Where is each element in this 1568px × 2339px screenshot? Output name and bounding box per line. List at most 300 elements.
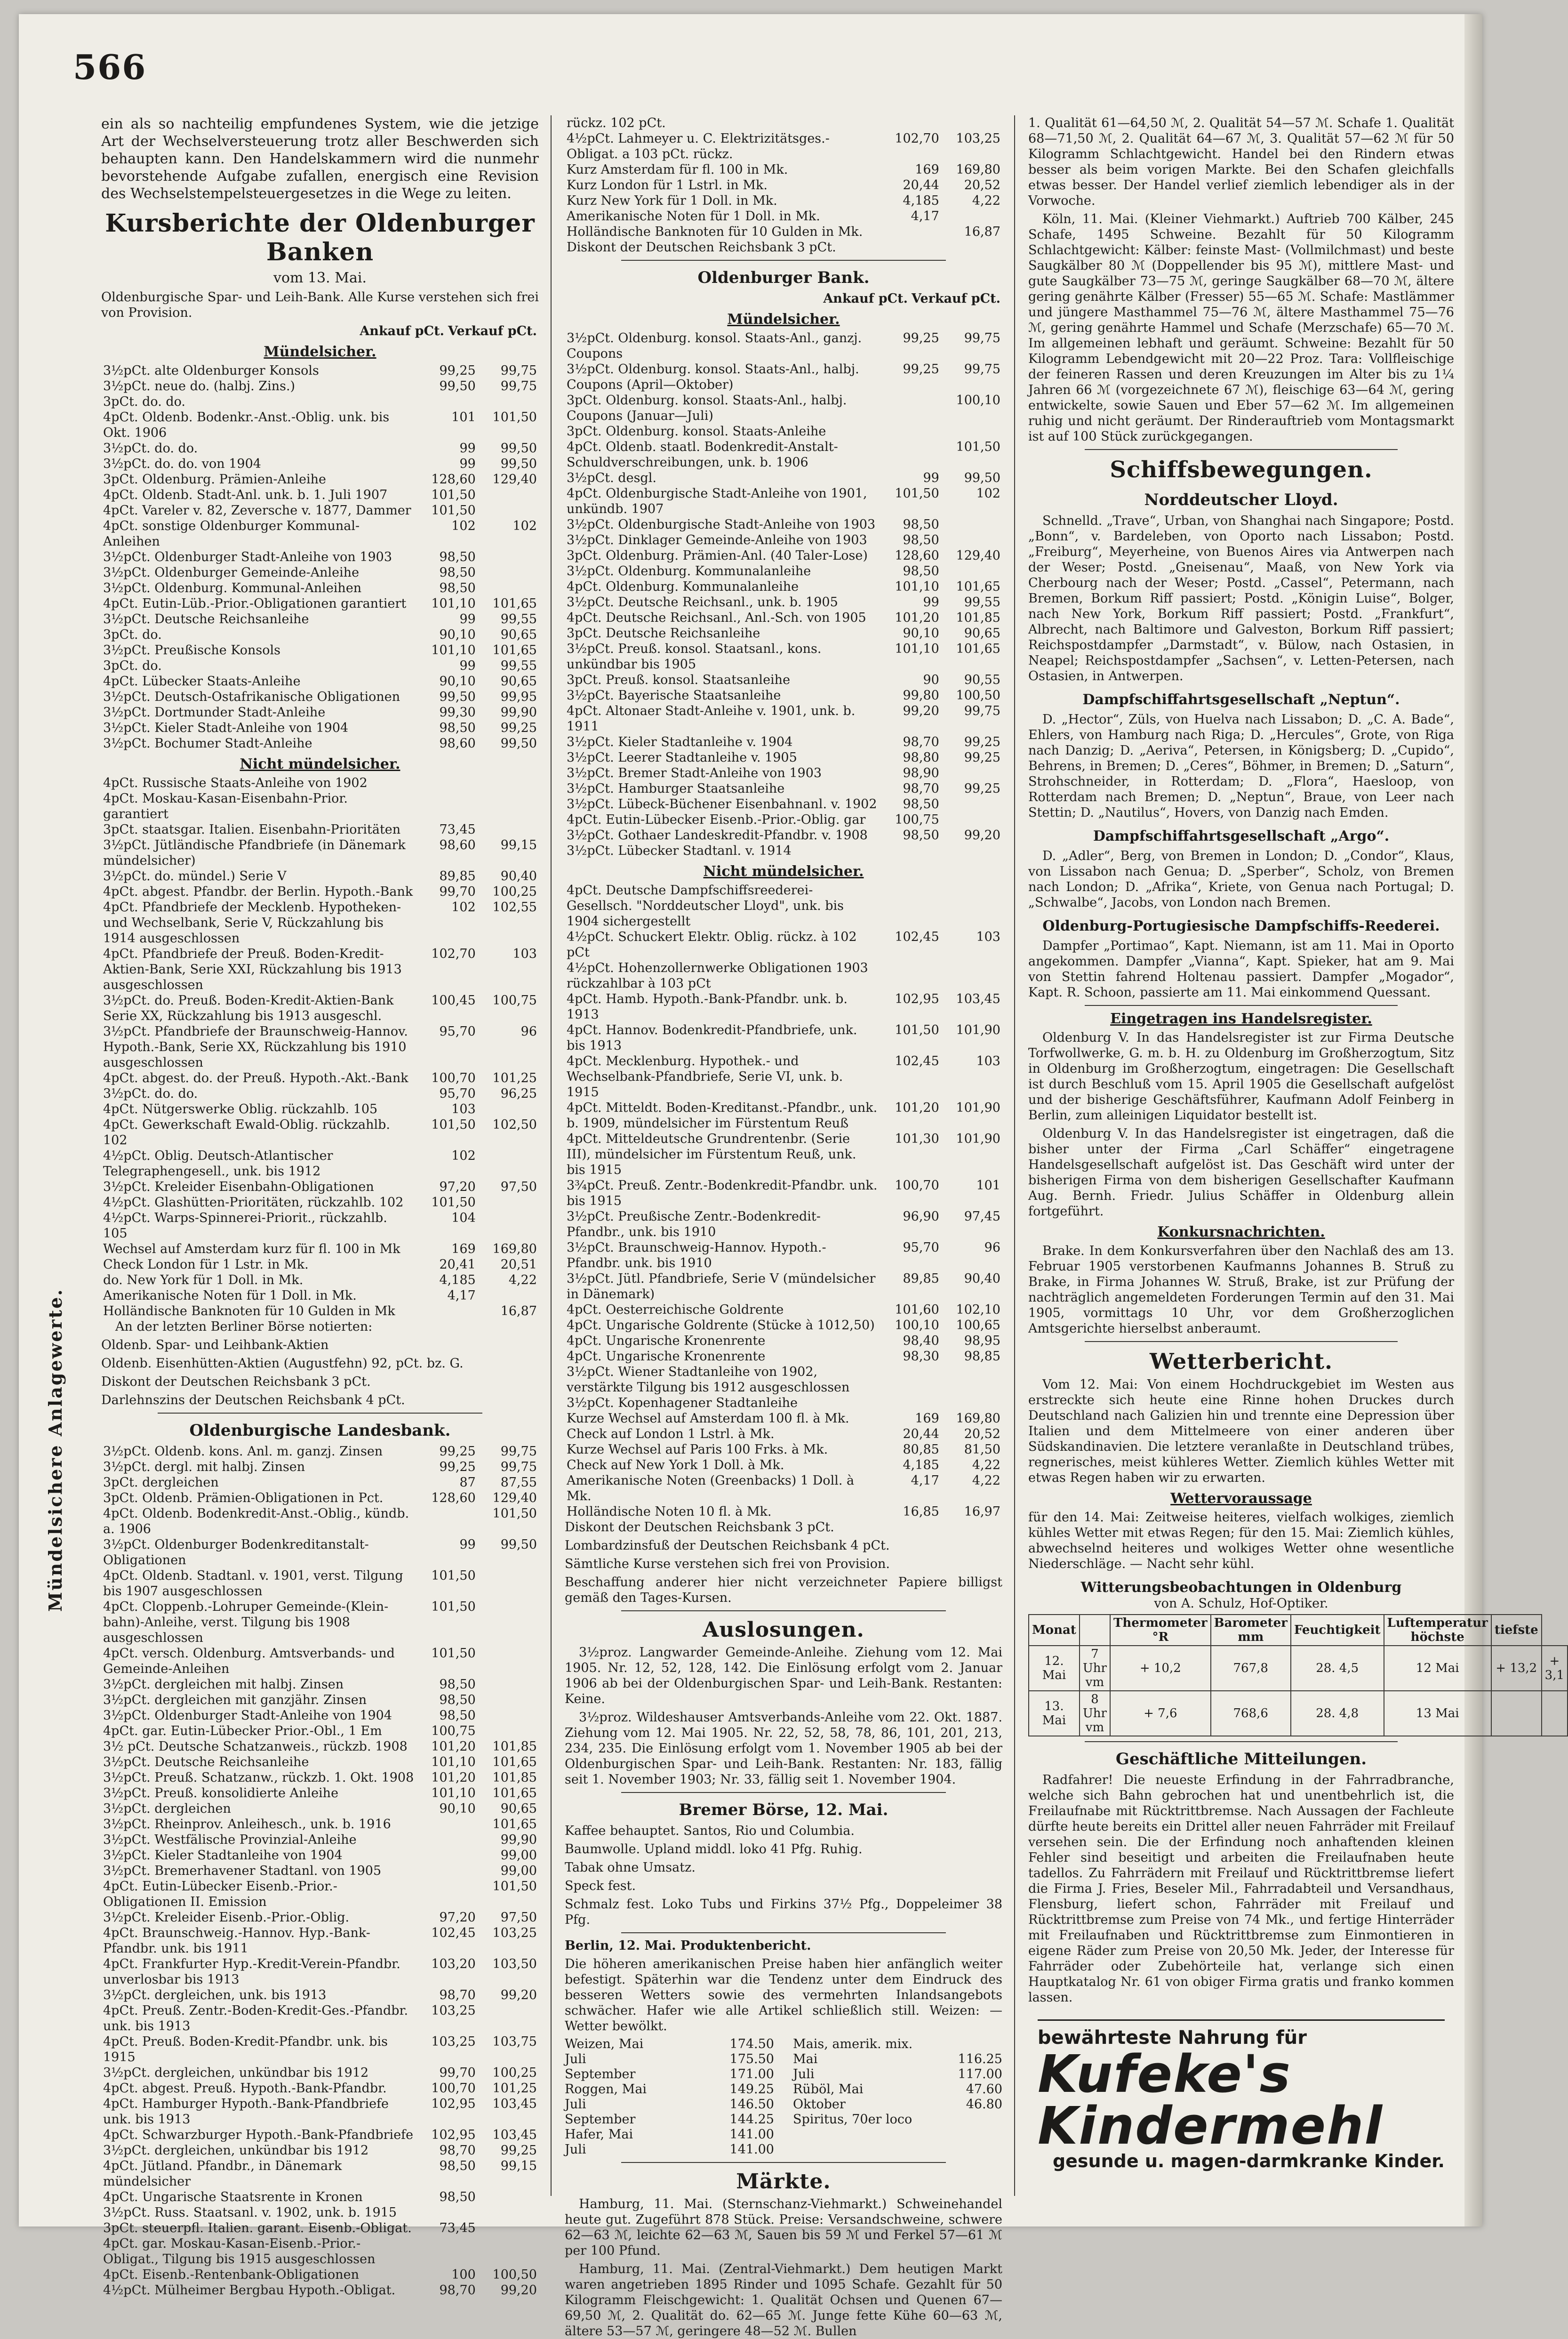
section-title: Kursberichte der Oldenburger Banken (105, 209, 535, 266)
side-label: Mündelsichere Anlagewerte. (45, 1288, 66, 1612)
rate-sell: 101,65 (492, 1755, 537, 1769)
lloyd-title: Norddeutscher Lloyd. (1144, 490, 1338, 509)
rate-buy: 90,10 (903, 626, 939, 641)
weather-header-cell: Luftemperatur höchste (1384, 1615, 1491, 1646)
rate-name: 3½pCt. Bayerische Staatsanleihe (567, 688, 781, 703)
rate-sell: 99,75 (500, 363, 537, 378)
rate-sell (478, 1692, 539, 1708)
rates-list (565, 330, 1002, 859)
rate-sell: 4,22 (972, 193, 1000, 208)
header-name (101, 323, 358, 339)
bank-intro: Oldenburgische Spar- und Leih-Bank. Alle Kurse verstehen sich frei von Provision. (101, 290, 539, 320)
rate-sell (478, 1195, 539, 1210)
rate-name: 3½pCt. Kreleider Eisenbahn-Obligationen (103, 1180, 374, 1194)
separator (621, 1610, 946, 1611)
rate-row (101, 1444, 539, 1459)
rate-sell (478, 2189, 539, 2205)
market-value: 171.00 (729, 2067, 774, 2082)
rate-name: 3½pCt. Deutsche Reichsanleihe (103, 1755, 309, 1769)
rate-sell (478, 2220, 539, 2236)
rate-name: 3½pCt. Oldenburger Stadt-Anleihe von 1904 (103, 1708, 392, 1723)
rate-name: 3pCt. Oldenburg. Prämien-Anl. (40 Taler-Lose) (567, 548, 868, 563)
rate-sell (478, 503, 539, 518)
market-continued: 1. Qualität 61—64,50 ℳ, 2. Qualität 54—57 ℳ. Schafe 1. Qualität 68—71,50 ℳ, 2. Qualität 64—67 ℳ, 3. Qualität 57—62 ℳ für 50 Kilogramm Schlachtgewicht. Handel bei den Rindern etwas besser als beim vorigen Markte. Bei den Schafen gleichfalls etwas besser. Der Handel verlief ziemlich lebendiger als in der Vorwoche. (1028, 116, 1454, 208)
rate-sell: 99,15 (500, 2159, 537, 2173)
rate-row (101, 868, 539, 884)
rate-buy: 4,185 (903, 1458, 939, 1472)
rate-name: 3½pCt. Gothaer Landeskredit-Pfandbr. v. 1908 (567, 828, 868, 843)
rate-sell: 101,90 (956, 1101, 1000, 1115)
rate-name: 4½pCt. Glashütten-Prioritäten, rückzahlb. 102 (103, 1195, 404, 1210)
rate-row (101, 1956, 539, 1987)
text-line: Oldenb. Spar- und Leihbank-Aktien (101, 1338, 329, 1352)
rate-name: 4pCt. Oldenb. Bodenkredit-Anst.-Oblig., kündb. a. 1906 (103, 1506, 409, 1536)
rate-name: 3½pCt. Oldenburger Gemeinde-Anleihe (103, 565, 360, 580)
weather-cell: + 3,1 (1542, 1646, 1568, 1691)
rate-buy: 99,20 (903, 704, 939, 718)
rate-name: 4pCt. abgest. Pfandbr. der Berlin. Hypoth.-Bank (103, 884, 413, 899)
rate-sell: 101,90 (956, 1023, 1000, 1037)
rate-buy: 98,50 (439, 721, 476, 735)
text-line: Kaffee behauptet. Santos, Rio und Columbia. (565, 1824, 855, 1838)
subhead-nicht: Nicht mündelsicher. (240, 756, 400, 772)
rate-row (101, 1723, 539, 1739)
rate-row (565, 439, 1002, 470)
rate-buy: 98,70 (439, 2283, 476, 2298)
rate-sell (478, 394, 539, 410)
rate-sell: 90,40 (500, 869, 537, 884)
rate-buy: 101,50 (431, 1195, 476, 1210)
rate-buy: 101,20 (431, 1739, 476, 1754)
rate-sell: 103,45 (492, 2097, 537, 2111)
rate-name: 3½pCt. Bremerhavener Stadtanl. von 1905 (103, 1864, 382, 1878)
rate-sell (941, 209, 1002, 224)
rate-name: 4½pCt. Schuckert Elektr. Oblig. rückz. à 102 pCt (567, 930, 857, 960)
rate-row (101, 946, 539, 993)
rate-buy (416, 1848, 478, 1863)
rate-row (101, 1506, 539, 1537)
weather-cell: 13 Mai (1384, 1691, 1491, 1736)
rate-buy: 98,40 (903, 1334, 939, 1348)
rate-name: rückz. 102 pCt. (567, 116, 666, 130)
rate-sell (941, 1364, 1002, 1395)
rate-row (565, 1364, 1002, 1395)
rate-name: 4pCt. Hannov. Bodenkredit-Pfandbriefe, unk. bis 1913 (567, 1023, 857, 1053)
rate-buy: 98,50 (439, 581, 476, 595)
weather-header-cell: Feuchtigkeit (1291, 1615, 1384, 1646)
rates-table-1 (101, 323, 539, 339)
rate-row (565, 517, 1002, 532)
rate-row (565, 1209, 1002, 1240)
text-line: Schmalz fest. Loko Tubs und Firkins 37½ Pfg., Doppeleimer 38 Pfg. (565, 1897, 1002, 1927)
rate-sell (478, 1288, 539, 1303)
text-line: Beschaffung anderer hier nicht verzeichneter Papiere billigst gemäß den Tages-Kursen. (565, 1575, 1002, 1605)
rate-row (101, 1987, 539, 2003)
rate-buy: 20,41 (439, 1257, 476, 1272)
rate-row (101, 1303, 539, 1319)
rate-buy: 98,60 (439, 736, 476, 751)
rate-row (101, 1257, 539, 1272)
rate-name: 3pCt. dergleichen (103, 1475, 219, 1490)
rate-buy: 99,80 (903, 688, 939, 703)
rate-sell: 96,25 (500, 1086, 537, 1101)
rate-row (101, 2158, 539, 2189)
rate-sell: 99,75 (964, 331, 1000, 346)
rate-row (565, 595, 1002, 610)
rate-row (565, 991, 1002, 1022)
rate-name: 3½pCt. Jütl. Pfandbriefe, Serie V (mündelsicher in Dänemark) (567, 1271, 876, 1302)
rate-sell: 99,75 (964, 704, 1000, 718)
rate-row (565, 672, 1002, 688)
weather-cell (1491, 1691, 1542, 1736)
rate-sell (478, 1646, 539, 1677)
rate-buy: 98,50 (903, 564, 939, 579)
rate-sell (941, 765, 1002, 781)
rate-buy (416, 791, 478, 822)
rate-sell: 87,55 (500, 1475, 537, 1490)
berlin-text: Die höheren amerikanischen Preise haben hier anfänglich weiter befestigt. Späterhin war die Tendenz unter dem Eindruck des besseren Wetters sowie des vermehrten Inlandsangebots schwächer. Hafer wie alle Artikel schließlich still. Weizen: — Wetter bewölkt. (565, 1957, 1002, 2034)
rates-list (565, 883, 1002, 1519)
rate-name: 3½pCt. Russ. Staatsanl. v. 1902, unk. b. 1915 (103, 2205, 397, 2220)
rate-buy: 102,70 (431, 947, 476, 961)
rate-sell: 100,25 (492, 884, 537, 899)
rate-row (565, 224, 1002, 240)
rate-name: 4pCt. abgest. Preuß. Hypoth.-Bank-Pfandbr. (103, 2081, 387, 2096)
weather-header-cell: Monat (1029, 1615, 1080, 1646)
rate-sell: 99,20 (500, 1988, 537, 2002)
rate-sell: 99,50 (500, 1537, 537, 1552)
rate-buy: 101,50 (895, 1023, 939, 1037)
newspaper-page (19, 14, 1565, 2339)
rate-buy: 100,45 (431, 993, 476, 1008)
rate-sell: 103,75 (492, 2034, 537, 2049)
rate-buy: 95,70 (439, 1024, 476, 1039)
rate-sell: 103,25 (492, 1926, 537, 1940)
rate-sell: 99,90 (500, 705, 537, 720)
header-buy: Ankauf pCt. (360, 324, 445, 338)
rate-name: 3pCt. steuerpfl. Italien. garant. Eisenb.-Obligat. (103, 2221, 412, 2235)
rate-name: 4pCt. Hamb. Hypoth.-Bank-Pfandbr. unk. b. 1913 (567, 992, 848, 1022)
rate-sell: 103 (976, 930, 1000, 944)
rate-row (101, 1785, 539, 1801)
rate-row (101, 2081, 539, 2096)
beob-title: Witterungsbeobachtungen in Oldenburg (1080, 1579, 1402, 1596)
rate-sell (941, 843, 1002, 859)
rate-buy: 101,60 (895, 1302, 939, 1317)
rate-name: 4pCt. Ungarische Staatsrente in Kronen (103, 2190, 363, 2204)
rate-buy: 101,50 (895, 486, 939, 501)
rate-row (565, 610, 1002, 626)
rate-row (101, 1770, 539, 1785)
rate-buy: 90,10 (439, 674, 476, 689)
ad-side-text: gesunde u. magen-darmkranke Kinder. (1052, 2151, 1445, 2171)
rate-sell (478, 1148, 539, 1179)
rate-sell: 99,75 (500, 1460, 537, 1474)
rate-row (565, 812, 1002, 828)
rate-sell: 102 (976, 486, 1000, 501)
rate-sell (941, 532, 1002, 548)
market-value: 46.80 (966, 2097, 1002, 2112)
weather-cell: 12. Mai (1029, 1646, 1080, 1691)
rate-row (565, 1411, 1002, 1426)
rate-row (565, 362, 1002, 393)
rate-row (101, 1879, 539, 1910)
market-row (565, 2067, 774, 2082)
rate-sell: 4,22 (972, 1458, 1000, 1472)
rate-name: 4pCt. Eutin-Lüb.-Prior.-Obligationen garantiert (103, 596, 407, 611)
rate-name: Holländische Banknoten für 10 Gulden in Mk (103, 1304, 395, 1318)
weather-table (1028, 1614, 1568, 1736)
rate-sell: 102,50 (492, 1117, 537, 1132)
rate-buy: 103,25 (431, 2034, 476, 2049)
rate-sell (941, 1395, 1002, 1411)
rate-name: 3½pCt. Preuß. konsol. Staatsanl., kons. unkündbar bis 1905 (567, 642, 822, 672)
geschaeft-title: Geschäftliche Mitteilungen. (1115, 1750, 1367, 1768)
rate-sell (478, 791, 539, 822)
rate-sell (941, 115, 1002, 131)
rate-name: Wechsel auf Amsterdam kurz für fl. 100 in Mk (103, 1242, 400, 1256)
auslosung-2: 3½proz. Wildeshauser Amtsverbands-Anleihe vom 22. Okt. 1887. Ziehung vom 12. Mai 1905. Nr. 22, 52, 58, 78, 86, 101, 201, 213, 234, 235. Die Einlösung erfolgt vom 1. November 1905 ab bei der Oldenburgischen Spar- und Leih-Bank. Restanten: Nr. 183, fällig seit 1. November 1903; Nr. 33, fällig seit 1. November 1904. (565, 1710, 1002, 1787)
rate-name: 3½pCt. desgl. (567, 471, 656, 485)
weather-header-cell: Barometer mm (1211, 1615, 1291, 1646)
rate-sell: 16,97 (964, 1504, 1000, 1519)
rate-buy: 16,85 (903, 1504, 939, 1519)
column-rule-1 (551, 115, 552, 2196)
rate-name: 4pCt. Russische Staats-Anleihe von 1902 (103, 776, 368, 790)
rate-sell: 103,45 (956, 992, 1000, 1006)
text-line: Sämtliche Kurse verstehen sich frei von Provision. (565, 1557, 890, 1571)
weather-cell: 13. Mai (1029, 1691, 1080, 1736)
rate-row (101, 627, 539, 643)
rate-buy (416, 1863, 478, 1879)
rate-row (565, 1240, 1002, 1271)
rate-sell (478, 565, 539, 580)
rate-buy: 99,30 (439, 705, 476, 720)
rate-buy: 101,20 (895, 1101, 939, 1115)
ad-brand: Kufeke's Kindermehl (1038, 2044, 1384, 2156)
rate-buy (416, 1303, 478, 1319)
rate-buy: 128,60 (431, 1491, 476, 1505)
oldport-title: Oldenburg-Portugiesische Dampfschiffs-Reederei. (1042, 918, 1440, 934)
market-label: Mais, amerik. mix. (793, 2037, 913, 2051)
rate-buy (880, 240, 941, 255)
rate-name: 3½pCt. Oldenburg. konsol. Staats-Anl., ganzj. Coupons (567, 331, 862, 361)
rate-sell: 90,65 (500, 674, 537, 689)
rate-buy (416, 1506, 478, 1537)
rate-sell: 101,50 (492, 1879, 537, 1894)
rate-buy: 99 (459, 659, 476, 673)
rate-row (565, 796, 1002, 812)
rate-name: 4pCt. Oldenb. Stadt-Anl. unk. b. 1. Juli 1907 (103, 488, 388, 502)
rate-sell: 16,87 (500, 1304, 537, 1318)
rate-row (101, 394, 539, 410)
rate-sell (941, 812, 1002, 828)
rate-name: Kurze Wechsel auf Amsterdam 100 fl. à Mk. (567, 1411, 849, 1426)
rate-row (101, 2220, 539, 2236)
rate-name: Kurz New York für 1 Doll. in Mk. (567, 193, 777, 208)
rate-row (101, 1708, 539, 1723)
section-date: vom 13. Mai. (273, 270, 367, 286)
rate-name: 3½pCt. Deutsche Reichsanl., unk. b. 1905 (567, 595, 838, 610)
rate-sell: 101,85 (956, 611, 1000, 625)
rate-sell: 129,40 (492, 1491, 537, 1505)
market-label: September (565, 2112, 636, 2127)
rate-buy: 4,17 (911, 1473, 939, 1488)
rate-name: 4pCt. Gewerkschaft Ewald-Oblig. rückzahlb. 102 (103, 1117, 391, 1148)
rate-row (101, 410, 539, 441)
rate-sell: 101,85 (492, 1770, 537, 1785)
rate-name: 3½pCt. dergleichen mit halbj. Zinsen (103, 1677, 344, 1692)
rate-buy: 128,60 (431, 472, 476, 487)
rate-buy: 101,10 (431, 1755, 476, 1769)
rate-buy: 102 (451, 900, 476, 915)
rate-row (101, 378, 539, 394)
rate-row (101, 837, 539, 868)
rate-row (565, 563, 1002, 579)
market-value: 174.50 (729, 2037, 774, 2051)
rate-row (101, 1925, 539, 1956)
rate-buy (416, 1832, 478, 1848)
rate-buy: 99,25 (439, 1460, 476, 1474)
rate-sell: 101,65 (492, 1786, 537, 1800)
rate-name: 3pCt. Oldenburg. konsol. Staats-Anl., halbj. Coupons (Januar—Juli) (567, 393, 847, 423)
rate-name: 3½pCt. Kieler Stadt-Anleihe von 1904 (103, 721, 349, 735)
rate-name: 3½pCt. dergleichen, unkündbar bis 1912 (103, 2143, 369, 2158)
rate-buy: 100,70 (431, 1071, 476, 1085)
rate-row (101, 1195, 539, 1210)
rate-sell (478, 1210, 539, 1241)
rate-row (101, 456, 539, 472)
rate-buy: 98,70 (903, 781, 939, 796)
column-2 (565, 115, 1002, 2339)
rate-buy (880, 424, 941, 439)
wetter-text: Vom 12. Mai: Von einem Hochdruckgebiet im Westen aus erstreckte sich heute eine Rinne hohen Druckes durch Deutschland nach Galizien hin und trennte eine Depression über Italien und dem Mittelmeere von einer anderen über Südskandinavien. Die letztere veranlaßte in Deutschland trübes, regnerisches, meist kühleres Wetter. Ziemlich kühles Wetter mit etwas Regen haben wir zu erwarten. (1028, 1377, 1454, 1485)
rate-sell: 102 (512, 519, 537, 533)
rate-name: 3½pCt. Jütländische Pfandbriefe (in Dänemark mündelsicher) (103, 838, 406, 868)
rate-sell: 4,22 (508, 1273, 537, 1287)
rate-name: 3pCt. Oldenburg. Prämien-Anleihe (103, 472, 326, 487)
rate-buy (416, 2236, 478, 2267)
rate-name: Holländische Banknoten für 10 Gulden in Mk. (567, 225, 863, 239)
rate-buy: 98,50 (439, 1677, 476, 1692)
rate-row (565, 1053, 1002, 1100)
rate-name: 4pCt. Preuß. Zentr.-Boden-Kredit-Ges.-Pfandbr. unk. bis 1913 (103, 2003, 408, 2034)
rate-sell: 99,55 (500, 612, 537, 627)
rate-sell: 101,65 (956, 579, 1000, 594)
rate-name: 3pCt. Deutsche Reichsanleihe (567, 626, 760, 641)
rate-row (565, 486, 1002, 517)
rate-buy: 95,70 (903, 1240, 939, 1255)
rate-buy: 103,20 (431, 1957, 476, 1971)
rate-sell: 169,80 (956, 1411, 1000, 1426)
rate-name: 3½pCt. Oldenburger Stadt-Anleihe von 1903 (103, 550, 392, 564)
rate-name: Check auf New York 1 Doll. à Mk. (567, 1458, 784, 1472)
rate-buy (880, 843, 941, 859)
rate-buy: 101,10 (895, 579, 939, 594)
weather-cell: 7 Uhr vm (1080, 1646, 1110, 1691)
rate-name: 4pCt. Eutin-Lübecker Eisenb.-Prior.-Obligationen II. Emission (103, 1879, 337, 1909)
subhead-nicht: Nicht mündelsicher. (703, 863, 864, 880)
rate-buy (880, 960, 941, 991)
rate-sell: 97,50 (500, 1180, 537, 1194)
rate-row (101, 791, 539, 822)
rate-sell (478, 580, 539, 596)
rate-sell: 99,50 (500, 441, 537, 456)
rate-row (101, 1677, 539, 1692)
rate-buy: 73,45 (439, 2221, 476, 2235)
rate-row (565, 177, 1002, 193)
rate-buy: 4,17 (447, 1288, 476, 1303)
market-value: 141.00 (729, 2142, 774, 2157)
rate-buy (880, 1395, 941, 1411)
rate-name: 4pCt. Frankfurter Hyp.-Kredit-Verein-Pfandbr. unverlosbar bis 1913 (103, 1957, 400, 1987)
rate-name: 3pCt. Oldenburg. konsol. Staats-Anleihe (567, 424, 826, 439)
rate-buy: 98,70 (903, 735, 939, 749)
rate-buy: 98,50 (903, 828, 939, 843)
rate-buy (880, 115, 941, 131)
rate-row (101, 363, 539, 378)
argo-title: Dampfschiffahrtsgesellschaft „Argo“. (1093, 828, 1390, 844)
rate-sell: 98,95 (964, 1334, 1000, 1348)
rate-name: 3pCt. Oldenb. Prämien-Obligationen in Pct. (103, 1491, 384, 1505)
market-label: Rüböl, Mai (793, 2082, 864, 2097)
berlin-head: An der letzten Berliner Börse notierten: (115, 1319, 373, 1334)
rate-name: Check London für 1 Lstr. in Mk. (103, 1257, 309, 1272)
rate-name: 3½pCt. dergleichen, unkündbar bis 1912 (103, 2066, 369, 2080)
rate-row (101, 1692, 539, 1708)
rate-name: 4pCt. Braunschweig.-Hannov. Hyp.-Bank-Pfandbr. unk. bis 1911 (103, 1926, 370, 1956)
rate-buy: 98,70 (439, 1988, 476, 2002)
weather-row (1029, 1691, 1568, 1736)
rate-buy: 99 (923, 595, 939, 610)
rate-buy: 101,10 (431, 596, 476, 611)
rate-buy: 100,75 (431, 1724, 476, 1738)
weather-cell: 767,8 (1211, 1646, 1291, 1691)
rate-buy: 169 (451, 1242, 476, 1256)
rate-sell: 129,40 (956, 548, 1000, 563)
market-value: 141.00 (729, 2127, 774, 2142)
rate-buy: 99,70 (439, 884, 476, 899)
rate-name: 3pCt. staatsgar. Italien. Eisenbahn-Prioritäten (103, 822, 401, 837)
market-row (565, 2097, 774, 2112)
rate-row (565, 115, 1002, 131)
rate-buy: 95,70 (439, 1086, 476, 1101)
rate-row (565, 929, 1002, 960)
rate-sell: 20,52 (964, 178, 1000, 193)
market-label: Juli (565, 2052, 586, 2066)
rate-name: 3½pCt. Pfandbriefe der Braunschweig-Hannov. Hypoth.-Bank, Serie XX, Rückzahlung bis 1910 ausgeschlossen (103, 1024, 408, 1070)
rate-buy: 97,20 (439, 1910, 476, 1925)
rate-name: 4pCt. gar. Eutin-Lübecker Prior.-Obl., 1 Em (103, 1724, 382, 1738)
rate-name: 3½pCt. dergl. mit halbj. Zinsen (103, 1460, 305, 1474)
rate-buy: 99 (459, 1537, 476, 1552)
rate-row (101, 1863, 539, 1879)
rate-row (101, 1070, 539, 1086)
rate-buy: 4,17 (911, 209, 939, 224)
rate-sell: 101,50 (492, 410, 537, 425)
rate-row (565, 424, 1002, 439)
rate-row (565, 750, 1002, 765)
rate-name: 4pCt. Pfandbriefe der Mecklenb. Hypotheken- und Wechselbank, Serie V, Rückzahlung bis 1914 ausgeschlossen (103, 900, 401, 946)
rate-name: 3½pCt. Leerer Stadtanleihe v. 1905 (567, 750, 797, 765)
rate-sell: 102,55 (492, 900, 537, 915)
separator (1085, 449, 1398, 450)
rate-row (101, 1024, 539, 1070)
rate-name: 3½pCt. Deutsche Reichsanleihe (103, 612, 309, 627)
beob-subtitle: von A. Schulz, Hof-Optiker. (1154, 1596, 1328, 1611)
rate-sell: 99,25 (500, 721, 537, 735)
rate-name: 3pCt. do. (103, 659, 162, 673)
